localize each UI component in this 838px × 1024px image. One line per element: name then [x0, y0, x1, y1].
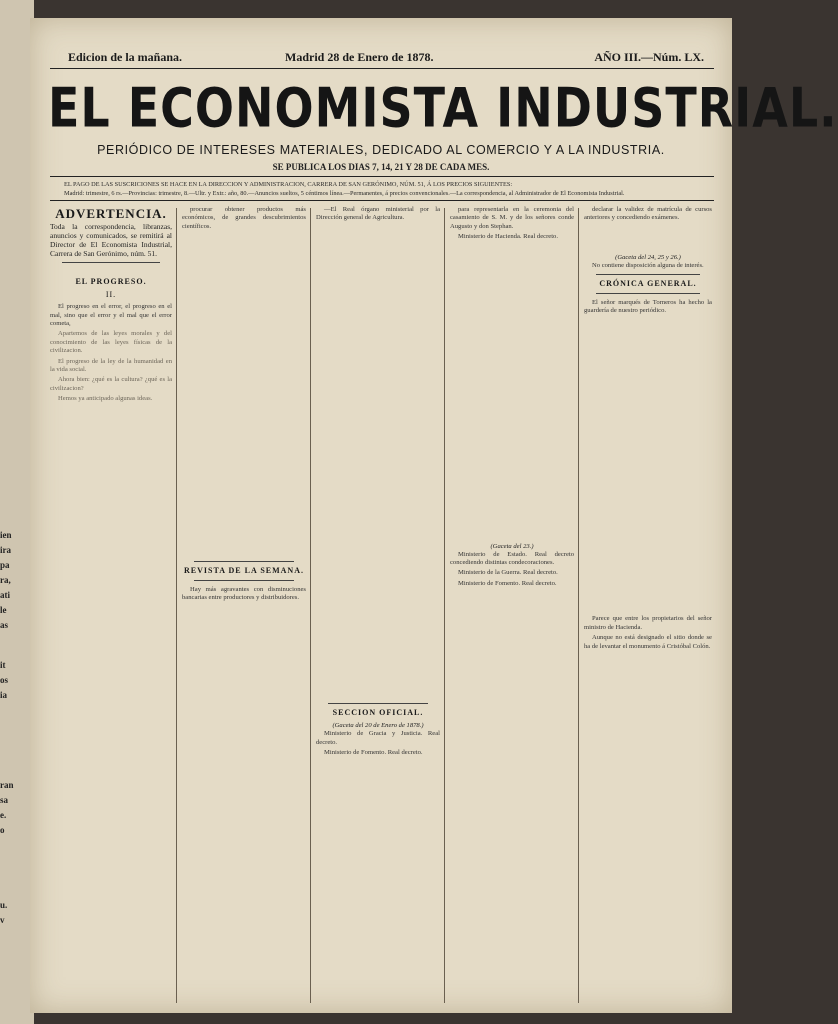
paragraph: Ministerio de Fomento. Real decreto. [324, 749, 423, 757]
left-fragment: e. [0, 810, 7, 820]
left-fragment: ati [0, 590, 10, 600]
column-rule [310, 208, 311, 1003]
paragraph: Apartemos de las leyes morales y del conocimiento de las leyes físicas de la civilizacion. [50, 330, 172, 355]
masthead-subtitle: PERIÓDICO DE INTERESES MATERIALES, DEDICADO AL COMERCIO Y A LA INDUSTRIA. [97, 143, 665, 157]
paragraph: Ministerio de Hacienda. Real decreto. [458, 233, 558, 241]
paragraph: Ministerio de Fomento. Real decreto. [458, 579, 557, 587]
left-fragment: ien [0, 530, 12, 540]
newspaper-page [30, 18, 838, 1013]
left-fragment: sa [0, 795, 9, 805]
paragraph: Hemos ya anticipado algunas ideas. [58, 395, 153, 403]
left-fragment: ia [0, 690, 8, 700]
paragraph: Ministerio de la Guerra. Real decreto. [458, 569, 558, 577]
column-2 [182, 206, 306, 1006]
subscription-prices: Madrid: trimestre, 6 rs.—Provincias: trimestre, 8.—Ultr. y Extr.: año, 80.—Anuncios sueltos, 5 céntimos línea.—Permanentes, á precios convencionales.—La correspondencia, al Administrador de El Economista Industrial. [64, 190, 625, 197]
column-1 [50, 206, 172, 1006]
article-heading: REVISTA DE LA SEMANA. [184, 566, 304, 576]
column-4 [450, 206, 574, 1006]
issue-number: AÑO III.—Núm. LX. [594, 50, 704, 64]
paragraph: —El Real órgano ministerial por la Dirección general de Agricultura. [316, 206, 440, 222]
publication-days: SE PUBLICA LOS DIAS 7, 14, 21 Y 28 DE CADA MES. [272, 162, 490, 172]
left-fragment: it [0, 660, 6, 670]
divider [50, 176, 714, 177]
gazette-reference: (Gaceta del 20 de Enero de 1878.) [332, 722, 424, 730]
paragraph: Ministerio de Gracia y Justicia. Real decreto. [316, 730, 440, 746]
article-part-number: II. [105, 289, 117, 299]
divider [596, 293, 700, 295]
advert-text: Toda la correspondencia, libranzas, anuncios y comunicados, se remitirá al Director de El Economista Industrial, Carrera de San Gerónimo, núm. 51. [50, 222, 172, 259]
paragraph: El progreso en el error, el progreso en el mal, sino que el error y el mal que el error cometa, [50, 303, 172, 328]
article-heading: CRÓNICA GENERAL. [599, 279, 697, 289]
dateline [50, 50, 718, 66]
left-fragment: v [0, 915, 5, 925]
paragraph: El progreso de la ley de la humanidad en la vida social. [50, 357, 172, 374]
divider [596, 274, 700, 276]
left-fragment: le [0, 605, 7, 615]
masthead-title: EL ECONOMISTA INDUSTRIAL. [48, 76, 838, 140]
divider [194, 580, 294, 582]
paragraph: declarar la validez de matrícula de cursos anteriores y concediendo exámenes. [584, 206, 712, 222]
gazette-reference: (Gaceta del 24, 25 y 26.) [615, 253, 681, 261]
subscription-notice: EL PAGO DE LAS SUSCRICIONES SE HACE EN LA DIRECCION Y ADMINISTRACION, CARRERA DE SAN GERÓNIMO, NÚM. 51, Á LOS PRECIOS SIGUIENTES: [64, 181, 513, 188]
article-heading: SECCION OFICIAL. [332, 707, 424, 717]
left-fragment: u. [0, 900, 8, 910]
column-rule [444, 208, 445, 1003]
paragraph: Aunque no está designado el sitio donde se ha de levantar el monumento á Cristóbal Colón. [584, 634, 712, 650]
paragraph: procurar obtener productos más económicos, de grandes descubrimientos científicos. [182, 206, 306, 230]
left-fragment: o [0, 825, 5, 835]
divider [50, 68, 714, 69]
article-heading: EL PROGRESO. [75, 277, 147, 287]
paragraph: No contiene disposición alguna de interés. [592, 261, 704, 269]
issue-date: Madrid 28 de Enero de 1878. [285, 50, 434, 64]
advert-heading: ADVERTENCIA. [55, 206, 167, 221]
left-fragment: ra, [0, 575, 11, 585]
left-fragment: ran [0, 780, 14, 790]
paragraph: Ministerio de Estado. Real decreto concediendo distintas condecoraciones. [450, 550, 574, 567]
paragraph: para representarla en la ceremonia del casamiento de S. M. y de los señores conde Augusto y don Stephan. [450, 206, 574, 230]
adjacent-page-edge [0, 0, 34, 1024]
left-fragment: ira [0, 545, 11, 555]
paragraph: Parece que entre los propietarios del señor ministro de Hacienda. [584, 615, 712, 631]
paragraph: El señor marqués de Torneros ha hecho la guardería de nuestro periódico. [584, 298, 712, 315]
column-rule [176, 208, 177, 1003]
gazette-reference: (Gaceta del 23.) [490, 542, 534, 550]
column-3 [316, 206, 440, 1006]
column-rule [578, 208, 579, 1003]
divider [328, 703, 428, 705]
column-5 [584, 206, 712, 1006]
divider [194, 561, 294, 563]
left-fragment: os [0, 675, 9, 685]
left-fragment: as [0, 620, 9, 630]
left-fragment: pa [0, 560, 10, 570]
divider [50, 200, 714, 201]
edition-label: Edicion de la mañana. [68, 50, 183, 64]
paragraph: Ahora bien: ¿qué es la cultura? ¿qué es la civilizacion? [50, 376, 172, 392]
paragraph: Hay más agravantes con disminuciones bancarias entre productores y distribuidores. [182, 585, 306, 602]
divider [62, 262, 160, 264]
